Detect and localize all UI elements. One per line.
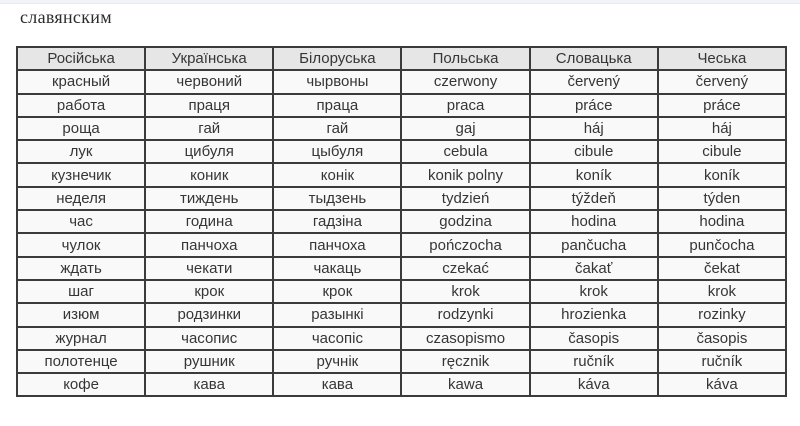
table-cell: punčocha bbox=[658, 233, 786, 256]
table-row bbox=[17, 210, 786, 233]
paragraph-fragment: славянским bbox=[20, 7, 112, 27]
table-row bbox=[17, 327, 786, 350]
table-cell: káva bbox=[530, 373, 658, 396]
table-cell: czekać bbox=[401, 257, 529, 280]
slavic-languages-comparison-table bbox=[16, 46, 787, 397]
table-cell: кузнечик bbox=[17, 163, 145, 186]
table-cell: káva bbox=[658, 373, 786, 396]
table-cell: чакаць bbox=[273, 257, 401, 280]
column-header: Російська bbox=[17, 47, 145, 70]
table-cell: ručník bbox=[658, 350, 786, 373]
table-cell: krok bbox=[401, 280, 529, 303]
table-header bbox=[17, 47, 786, 70]
table-cell: rodzynki bbox=[401, 303, 529, 326]
table-cell: koník bbox=[530, 163, 658, 186]
table-row bbox=[17, 350, 786, 373]
table-cell: rozinky bbox=[658, 303, 786, 326]
table-cell: работа bbox=[17, 94, 145, 117]
table-cell: панчоха bbox=[273, 233, 401, 256]
table-cell: панчоха bbox=[145, 233, 273, 256]
table-row bbox=[17, 373, 786, 396]
table-cell: cebula bbox=[401, 140, 529, 163]
table-cell: полотенце bbox=[17, 350, 145, 373]
table-row bbox=[17, 280, 786, 303]
table-cell: práce bbox=[530, 94, 658, 117]
table-cell: роща bbox=[17, 117, 145, 140]
table-cell: час bbox=[17, 210, 145, 233]
table-cell: кава bbox=[273, 373, 401, 396]
table-cell: рушник bbox=[145, 350, 273, 373]
table-cell: časopis bbox=[530, 327, 658, 350]
table-cell: крок bbox=[273, 280, 401, 303]
table-cell: година bbox=[145, 210, 273, 233]
table-row bbox=[17, 163, 786, 186]
table-cell: háj bbox=[658, 117, 786, 140]
table-header-row bbox=[17, 47, 786, 70]
table-cell: чекати bbox=[145, 257, 273, 280]
table-cell: tydzień bbox=[401, 187, 529, 210]
table-cell: godzina bbox=[401, 210, 529, 233]
table-row bbox=[17, 233, 786, 256]
table-cell: krok bbox=[530, 280, 658, 303]
table-cell: gaj bbox=[401, 117, 529, 140]
column-header: Українська bbox=[145, 47, 273, 70]
table-body bbox=[17, 70, 786, 396]
table-row bbox=[17, 257, 786, 280]
table-cell: czerwony bbox=[401, 70, 529, 93]
table-cell: cibule bbox=[658, 140, 786, 163]
table-cell: czasopismo bbox=[401, 327, 529, 350]
table-cell: týždeň bbox=[530, 187, 658, 210]
table-cell: konik polny bbox=[401, 163, 529, 186]
table-cell: чырвоны bbox=[273, 70, 401, 93]
table-cell: červený bbox=[658, 70, 786, 93]
table-cell: гай bbox=[273, 117, 401, 140]
table-cell: червоний bbox=[145, 70, 273, 93]
table-cell: праця bbox=[145, 94, 273, 117]
table-row bbox=[17, 94, 786, 117]
table-cell: шаг bbox=[17, 280, 145, 303]
table-cell: конік bbox=[273, 163, 401, 186]
column-header: Чеська bbox=[658, 47, 786, 70]
table-cell: háj bbox=[530, 117, 658, 140]
table-row bbox=[17, 187, 786, 210]
table-cell: čakať bbox=[530, 257, 658, 280]
table-cell: cibule bbox=[530, 140, 658, 163]
table-cell: часопис bbox=[145, 327, 273, 350]
table-cell: červený bbox=[530, 70, 658, 93]
table-row bbox=[17, 303, 786, 326]
table-cell: родзинки bbox=[145, 303, 273, 326]
table-cell: цыбуля bbox=[273, 140, 401, 163]
table-cell: ručník bbox=[530, 350, 658, 373]
table-cell: čekat bbox=[658, 257, 786, 280]
table-cell: праца bbox=[273, 94, 401, 117]
table-cell: týden bbox=[658, 187, 786, 210]
column-header: Словацька bbox=[530, 47, 658, 70]
table-cell: hodina bbox=[530, 210, 658, 233]
table-cell: гадзіна bbox=[273, 210, 401, 233]
table-row bbox=[17, 117, 786, 140]
table-cell: тыдзень bbox=[273, 187, 401, 210]
table-cell: цибуля bbox=[145, 140, 273, 163]
table-cell: práce bbox=[658, 94, 786, 117]
table-cell: часопіс bbox=[273, 327, 401, 350]
table-cell: кофе bbox=[17, 373, 145, 396]
table-cell: гай bbox=[145, 117, 273, 140]
column-header: Польська bbox=[401, 47, 529, 70]
table-cell: hrozienka bbox=[530, 303, 658, 326]
table-cell: разынкі bbox=[273, 303, 401, 326]
table-cell: kawa bbox=[401, 373, 529, 396]
table-cell: hodina bbox=[658, 210, 786, 233]
table-cell: ręcznik bbox=[401, 350, 529, 373]
table-cell: koník bbox=[658, 163, 786, 186]
table-cell: ручнік bbox=[273, 350, 401, 373]
table-row bbox=[17, 70, 786, 93]
column-header: Білоруська bbox=[273, 47, 401, 70]
top-divider bbox=[0, 0, 800, 4]
table-cell: лук bbox=[17, 140, 145, 163]
table-cell: časopis bbox=[658, 327, 786, 350]
table-cell: krok bbox=[658, 280, 786, 303]
table-cell: коник bbox=[145, 163, 273, 186]
table-cell: pończocha bbox=[401, 233, 529, 256]
table-cell: журнал bbox=[17, 327, 145, 350]
table-cell: pančucha bbox=[530, 233, 658, 256]
table-cell: кава bbox=[145, 373, 273, 396]
table-cell: praca bbox=[401, 94, 529, 117]
table-row bbox=[17, 140, 786, 163]
table-cell: тиждень bbox=[145, 187, 273, 210]
table-cell: чулок bbox=[17, 233, 145, 256]
table-cell: красный bbox=[17, 70, 145, 93]
table-cell: ждать bbox=[17, 257, 145, 280]
table-cell: неделя bbox=[17, 187, 145, 210]
table-cell: изюм bbox=[17, 303, 145, 326]
table-cell: крок bbox=[145, 280, 273, 303]
